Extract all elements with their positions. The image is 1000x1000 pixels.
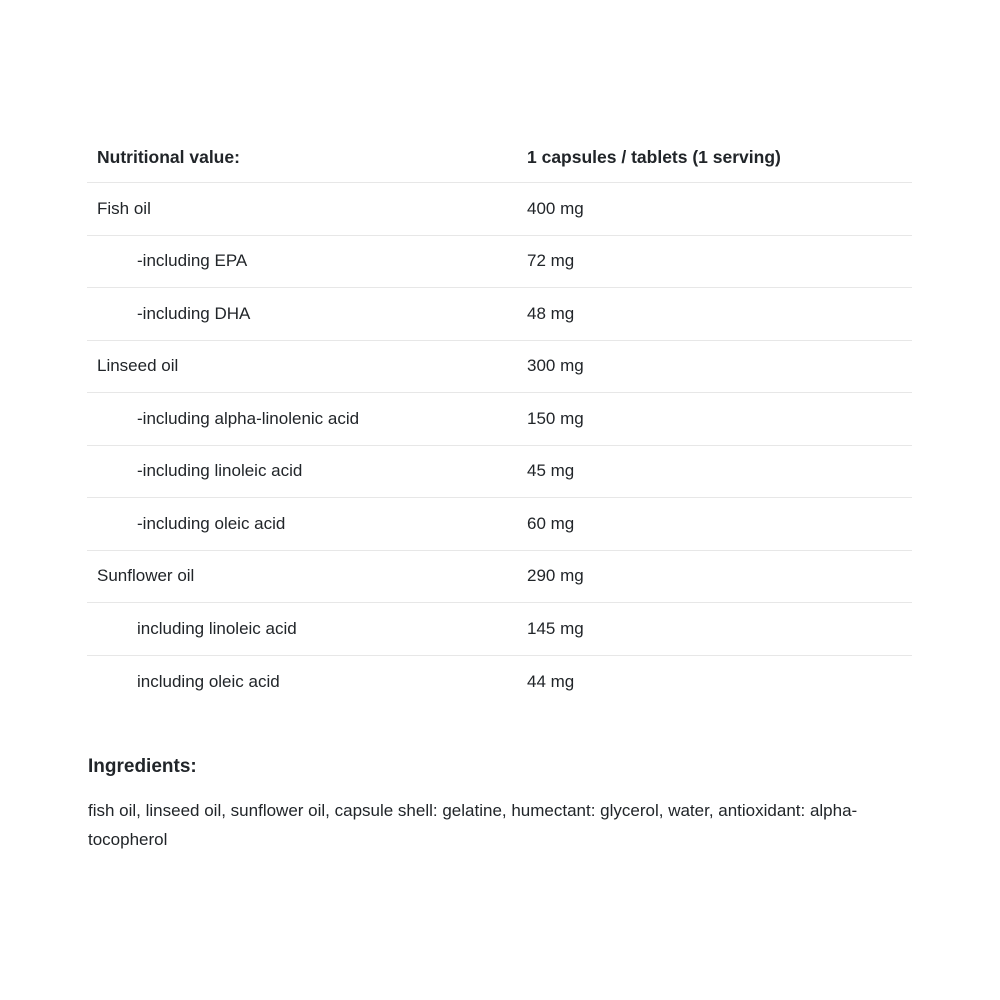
row-label: including linoleic acid [137,618,297,638]
table-row [87,551,912,604]
table-row [87,603,912,656]
table-row [87,183,912,236]
row-value: 48 mg [527,303,575,323]
row-value: 300 mg [527,356,584,376]
table-header-row [87,132,912,183]
table-row [87,341,912,394]
row-value: 145 mg [527,618,584,638]
table-row [87,498,912,551]
ingredients-text: fish oil, linseed oil, sunflower oil, capsule shell: gelatine, humectant: glycerol, water, antioxidant: alpha-tocopherol [88,801,858,849]
row-label: Linseed oil [97,356,179,376]
row-label: -including DHA [137,303,251,323]
row-value: 44 mg [527,671,575,691]
table-row [87,288,912,341]
nutrition-header-value: 1 capsules / tablets (1 serving) [527,146,781,167]
row-label: including oleic acid [137,671,280,691]
row-value: 150 mg [527,408,584,428]
row-value: 45 mg [527,461,575,481]
row-value: 290 mg [527,566,584,586]
row-label: -including alpha-linolenic acid [137,408,360,428]
ingredients-heading: Ingredients: [88,756,197,777]
row-value: 72 mg [527,251,575,271]
row-label: -including oleic acid [137,513,286,533]
ingredients-section [88,755,888,854]
row-label: -including linoleic acid [137,461,303,481]
row-value: 60 mg [527,513,575,533]
nutrition-header-label: Nutritional value: [97,146,240,167]
row-label: -including EPA [137,251,248,271]
table-row [87,236,912,289]
row-value: 400 mg [527,198,584,218]
row-label: Fish oil [97,198,151,218]
table-row [87,393,912,446]
table-row [87,656,912,709]
row-label: Sunflower oil [97,566,195,586]
table-row [87,446,912,499]
nutrition-table [87,132,912,708]
